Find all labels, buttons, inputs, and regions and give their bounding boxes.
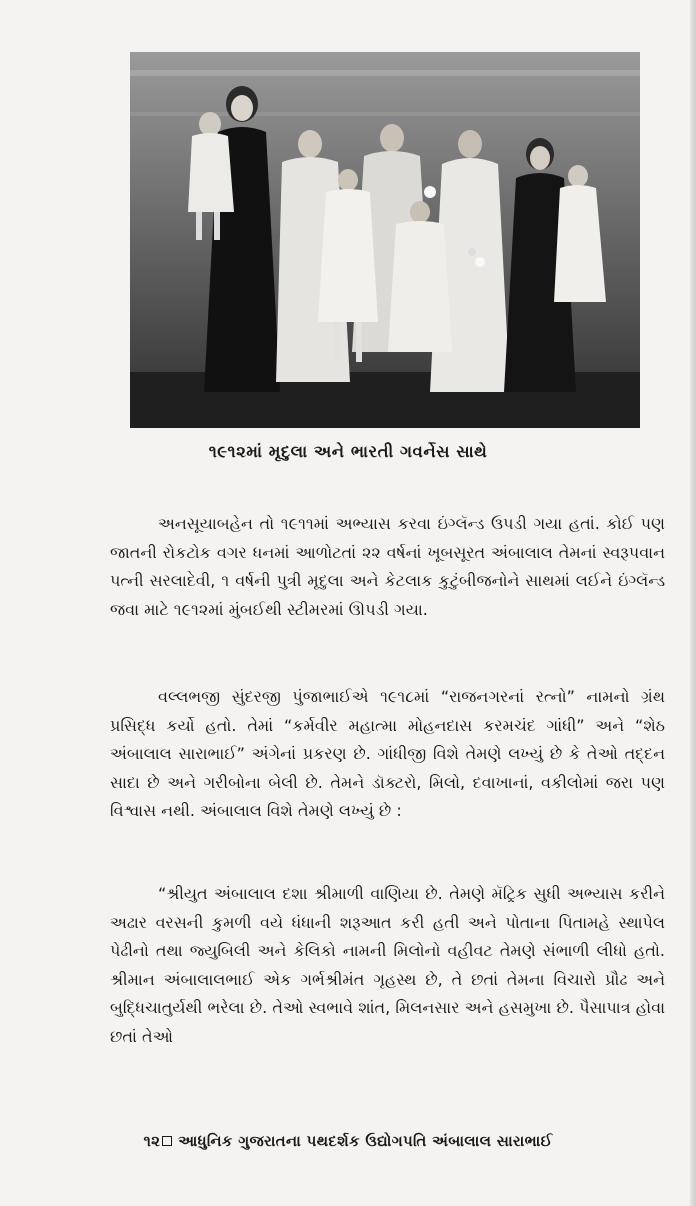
paragraph-3-text: “શ્રીયુત અંબાલાલ દશા શ્રીમાળી વાણિયા છે. તેમણે મૅટ્રિક સુધી અભ્યાસ કરીને અઢાર વરસની કુમળી વયે ધંધાની શરૂઆત કરી હતી અને પોતાના પિતામહે સ્થાપેલ પેઢીનો તથા જ્યુબિલી અને કેલિકો નામની મિલોનો વહીવટ તેમણે સંભાળી લીધો હતો. શ્રીમાન અંબાલાલભાઈ એક ગર્ભશ્રીમંત ગૃહસ્થ છે, તે છતાં તેમના વિચારો પ્રૌઢ અને બુદ્ધિચાતુર્યથી ભરેલા છે. તેઓ સ્વભાવે શાંત, મિલનસાર અને હસમુખા છે. પૈસાપાત્ર હોવા છતાં તેઓ: [110, 884, 665, 1046]
book-title: આધુનિક ગુજરાતના પથદર્શક ઉદ્યોગપતિ અંબાલાલ સારાભાઈ: [178, 1132, 553, 1150]
group-photo-image: [130, 52, 640, 428]
paragraph-3: [110, 880, 665, 1051]
square-box-icon: [162, 1136, 172, 1146]
paragraph-1: [110, 510, 665, 624]
page-footer: [0, 1132, 696, 1150]
page-edge: [690, 0, 696, 1206]
paragraph-1-text: અનસૂયાબહેન તો ૧૯૧૧માં અભ્યાસ કરવા ઇંગ્લૅન્ડ ઉપડી ગયા હતાં. કોઈ પણ જાતની રોકટોક વગર ધનમાં આળોટતાં ૨૨ વર્ષનાં ખૂબસૂરત અંબાલાલ તેમનાં સ્વરૂપવાન પત્ની સરલાદેવી, ૧ વર્ષની પુત્રી મૃદુલા અને કેટલાક કુટુંબીજનોને સાથમાં લઈને ઇંગ્લૅન્ડ જવા માટે ૧૯૧૨માં મુંબઈથી સ્ટીમરમાં ઊપડી ગયા.: [110, 514, 665, 619]
group-photo: [130, 52, 640, 428]
paragraph-2-text: વલ્લભજી સુંદરજી પુંજાભાઈએ ૧૯૧૮માં “રાજનગરનાં રત્નો” નામનો ગ્રંથ પ્રસિદ્ધ કર્યો હતો. તેમાં “કર્મવીર મહાત્મા મોહનદાસ કરમચંદ ગાંધી” અને “શેઠ અંબાલાલ સારાભાઈ” અંગેનાં પ્રકરણ છે. ગાંધીજી વિશે તેમણે લખ્યું છે કે તેઓ તદ્દન સાદા છે અને ગરીબોના બેલી છે. તેમને ડૉક્ટરો, મિલો, દવાખાનાં, વકીલોમાં જરા પણ વિશ્વાસ નથી. અંબાલાલ વિશે તેમણે લખ્યું છે :: [110, 687, 665, 820]
paragraph-2: [110, 683, 665, 826]
page-number: ૧૨: [143, 1132, 161, 1150]
photo-caption: ૧૯૧૨માં મૃદુલા અને ભારતી ગવર્નેસ સાથે: [208, 442, 488, 461]
